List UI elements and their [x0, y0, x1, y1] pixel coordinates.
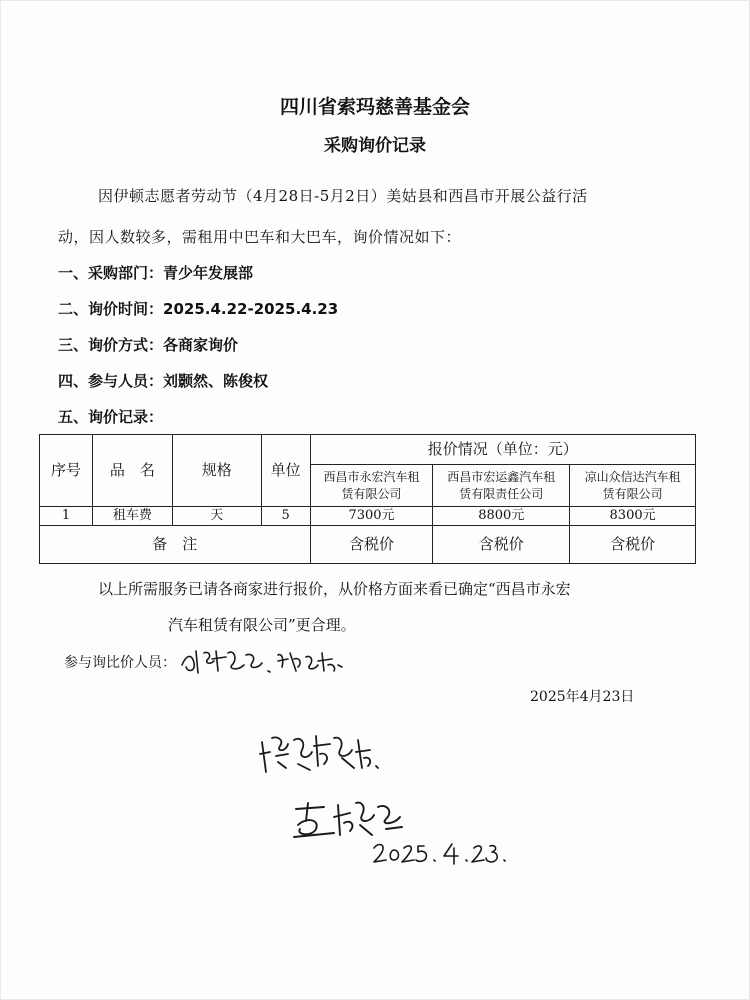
vendor-header [310, 465, 433, 507]
cell-spec: 天 [172, 507, 261, 526]
vendor-name-line: 赁有限公司 [602, 486, 663, 501]
document-date: 2025年4月23日 [530, 689, 635, 705]
cell-price: 8300元 [570, 507, 696, 526]
header-unit: 单位 [261, 435, 310, 507]
section-label: 四、参与人员： [58, 372, 164, 390]
cell-item-name: 租车费 [92, 507, 172, 526]
intro-line-1: 因伊顿志愿者劳动节（4月28日-5月2日）美姑县和西昌市开展公益行活 [98, 187, 588, 205]
vendor-name-line: 赁有限公司 [341, 486, 402, 501]
conclusion-line-1: 以上所需服务已请各商家进行报价，从价格方面来看已确定“西昌市永宏 [98, 580, 571, 598]
vendor-header [570, 465, 696, 507]
participants-signature [178, 645, 358, 679]
section-label: 三、询价方式： [58, 336, 164, 354]
cell-seq: 1 [40, 507, 93, 526]
section-value: 刘颢然、陈俊权 [163, 372, 269, 390]
section-inquiry-record [58, 406, 163, 427]
approval-note-handwriting [258, 728, 388, 778]
intro-line-2: 动，因人数较多，需租用中巴车和大巴车，询价情况如下： [58, 228, 462, 246]
section-label: 一、采购部门： [58, 264, 164, 282]
organization-title: 四川省索玛慈善基金会 [279, 96, 470, 118]
header-quote: 报价情况（单位：元） [310, 435, 695, 465]
approver-signature [290, 795, 420, 843]
remark-cell: 含税价 [310, 525, 433, 563]
section-purchasing-dept [58, 262, 253, 283]
vendor-name-line: 西昌市永宏汽车租 [323, 470, 420, 485]
cell-price: 7300元 [310, 507, 433, 526]
header-seq: 序号 [40, 435, 93, 507]
section-inquiry-method [58, 334, 238, 355]
vendor-name-line: 凉山众信达汽车租 [584, 470, 681, 485]
section-label: 五、询价记录： [58, 408, 164, 426]
section-label: 二、询价时间： [58, 300, 164, 318]
header-spec: 规格 [172, 435, 261, 507]
quotation-table [39, 434, 696, 564]
participants-label: 参与询比价人员： [64, 655, 176, 671]
section-inquiry-time [58, 298, 338, 319]
cell-price: 8800元 [433, 507, 570, 526]
vendor-name-line: 赁有限责任公司 [459, 486, 544, 501]
document-title: 采购询价记录 [324, 136, 426, 156]
remark-row [40, 525, 696, 563]
cell-unit: 5 [261, 507, 310, 526]
remark-cell: 含税价 [433, 525, 570, 563]
vendor-header [433, 465, 570, 507]
remark-label: 备 注 [40, 525, 311, 563]
section-value: 青少年发展部 [163, 264, 254, 282]
remark-cell: 含税价 [570, 525, 696, 563]
header-item-name: 品 名 [92, 435, 172, 507]
section-value: 各商家询价 [163, 336, 239, 354]
section-participants [58, 370, 268, 391]
section-value: 2025.4.22-2025.4.23 [163, 300, 339, 318]
table-row [40, 507, 696, 526]
conclusion-line-2: 汽车租赁有限公司”更合理。 [168, 616, 356, 634]
handwritten-date [372, 838, 512, 868]
vendor-name-line: 西昌市宏运鑫汽车租 [447, 470, 556, 485]
